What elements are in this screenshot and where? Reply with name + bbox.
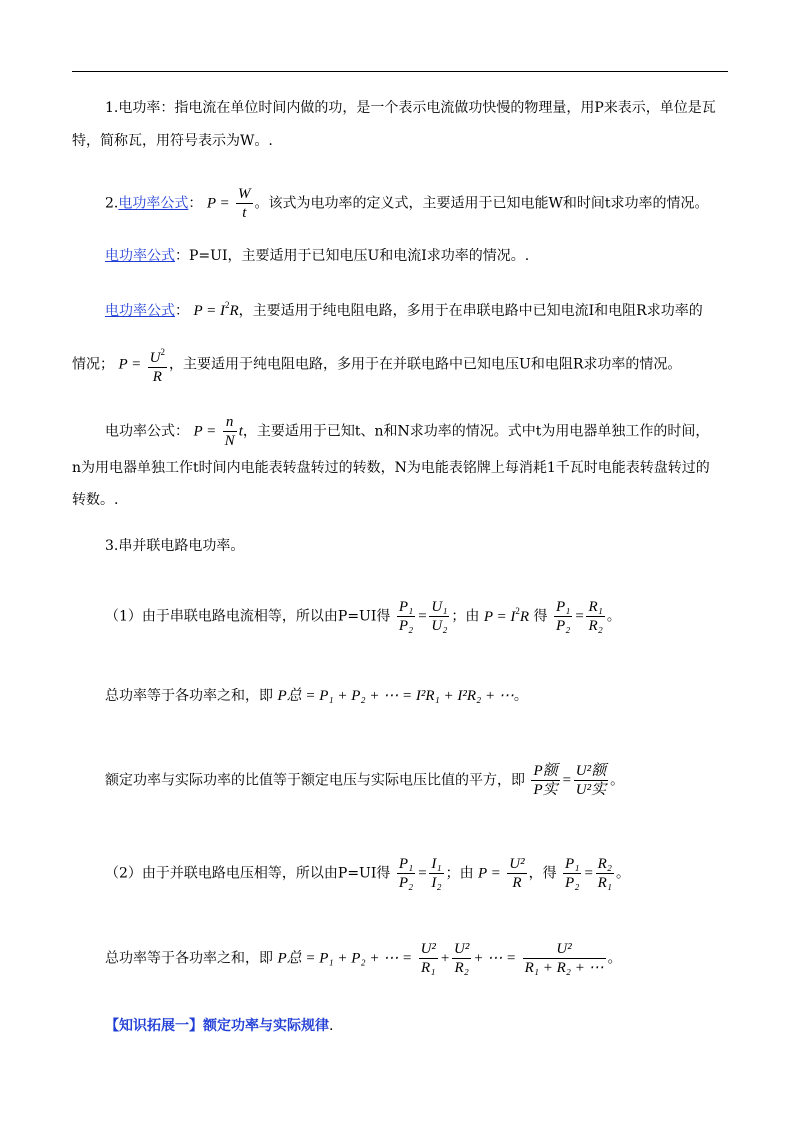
paragraph-text: 总功率等于各功率之和，即 <box>105 688 273 704</box>
period: 。 <box>610 772 625 789</box>
fraction <box>586 598 604 635</box>
numerator: P额 <box>533 763 558 779</box>
paragraph-text: 情况； <box>72 356 114 373</box>
paragraph-6 <box>105 536 244 556</box>
paragraph-text: ；由 <box>451 608 480 625</box>
numerator: U² <box>454 941 470 957</box>
paragraph-5-line-2 <box>72 458 710 478</box>
numerator: P₁ <box>398 599 414 615</box>
period: 。 <box>606 608 621 625</box>
numerator: W <box>238 186 251 202</box>
formula <box>483 605 530 625</box>
exponent: 2 <box>224 300 230 310</box>
period: . <box>329 1018 334 1034</box>
numerator: U² <box>509 856 525 872</box>
formula-lhs: P = <box>193 423 217 440</box>
numerator: U₁ <box>431 599 448 615</box>
paragraph-text: 转数。. <box>72 492 119 508</box>
fraction <box>148 343 167 386</box>
formula-base: P = I <box>193 303 225 319</box>
fraction <box>531 762 559 799</box>
section-heading: 3.串并联电路电功率。 <box>105 538 245 554</box>
exponent: 2 <box>160 347 166 357</box>
paragraph-text: ；由 <box>445 865 474 882</box>
paragraph-1-line-2 <box>72 131 273 151</box>
fraction <box>507 855 526 892</box>
paragraph-text: 特，简称瓦，用符号表示为W。. <box>72 133 273 149</box>
formula-lhs: P = <box>478 865 501 882</box>
numerator: U²额 <box>575 763 607 779</box>
paragraph-8 <box>105 686 528 706</box>
denominator: R₂ <box>588 618 603 634</box>
paragraph-10: （2）由于并联电路电压相等，所以由P=UI得 $\frac{\text{P₁}}{\text{P₂}}$ = $\frac{\text{I₁}}{\text{I₂}}$ ；由 P = $\frac{\text{U²}}{R}$ ，得 $\frac{\text{P₁}}{\text{P₂}}$ = $\frac{\text{R₂}}{\text{R₁}}$ 。 <box>105 856 630 891</box>
item-number: 2. <box>105 195 119 212</box>
formula-base: P = I <box>483 608 516 625</box>
paragraph-text: 额定功率与实际功率的比值等于额定电压与实际电压比值的平方，即 <box>105 772 525 789</box>
paragraph-7: （1）由于串联电路电流相等，所以由P=UI得 $\frac{\text{P₁}}{\text{P₂}}$ = $\frac{\text{U₁}}{\text{U₂}}$ ；由 $P = I^2R$ 得 $\frac{\text{P₁}}{\text{P₂}}$ = $\frac{\text{R₁}}{\text{R₂}}$ 。 <box>105 599 621 634</box>
numerator: P₁ <box>398 856 414 872</box>
exponent: 2 <box>515 605 520 616</box>
denominator: I₂ <box>431 875 442 891</box>
plus-sign: + <box>439 950 451 967</box>
fraction <box>397 598 415 635</box>
paragraph-text: ，得 <box>528 865 557 882</box>
formula-link[interactable]: 电功率公式 <box>105 303 175 319</box>
period: 。 <box>615 865 630 882</box>
paragraph-11 <box>105 940 622 977</box>
formula-link[interactable]: 电功率公式 <box>118 195 189 212</box>
paragraph-3 <box>105 246 529 266</box>
header-rule <box>72 71 728 72</box>
fraction <box>429 855 443 892</box>
numerator-base: U <box>149 350 161 366</box>
paragraph-9: 额定功率与实际功率的比值等于额定电压与实际电压比值的平方，即 $\frac{\text{P额}}{\text{P实}}$ = $\frac{\text{U²额}}{\text{U²实}}$ 。 <box>105 763 625 798</box>
formula: + ⋯ = <box>473 950 517 967</box>
knowledge-extension-heading <box>105 1016 333 1036</box>
fraction <box>236 185 253 222</box>
paragraph-text: n为用电器单独工作t时间内电能表转盘转过的转数，N为电能表铭牌上每消耗1千瓦时电能表转盘转过的 <box>72 460 710 476</box>
numerator: n <box>223 413 237 432</box>
formula-tail: R <box>519 608 530 625</box>
fraction <box>563 855 581 892</box>
denominator: R₁ <box>597 875 612 891</box>
denominator: R₁ + R₂ + ⋯ <box>524 960 604 976</box>
formula-tail: t <box>238 423 243 440</box>
paragraph-label: 电功率公式： <box>105 423 189 440</box>
denominator: t <box>242 205 247 221</box>
numerator: U² <box>523 940 606 959</box>
paragraph-text: （2）由于并联电路电压相等，所以由P=UI得 <box>105 865 391 882</box>
denominator: R <box>512 875 522 891</box>
paragraph-text: ，主要适用于纯电阻电路，多用于在并联电路中已知电压U和电阻R求功率的情况。 <box>169 356 682 373</box>
numerator: I₁ <box>431 856 442 872</box>
fraction <box>452 940 471 977</box>
period: 。 <box>513 688 528 704</box>
formula-lhs: P = <box>206 195 230 212</box>
fraction <box>429 598 449 635</box>
formula-link[interactable]: 电功率公式 <box>105 248 175 264</box>
colon: ： <box>175 303 189 319</box>
numerator <box>148 343 167 368</box>
formula: P总 = P₁ + P₂ + ⋯ = <box>277 950 413 967</box>
colon: ： <box>188 195 203 212</box>
denominator: P实 <box>533 782 558 798</box>
paragraph-text: ：P=UI，主要适用于已知电压U和电流I求功率的情况。. <box>175 248 530 264</box>
numerator: P₁ <box>555 599 571 615</box>
denominator: P₂ <box>565 875 580 891</box>
heading-text: 【知识拓展一】额定功率与实际规律 <box>105 1018 329 1034</box>
paragraph-4-line-1 <box>105 295 703 321</box>
formula <box>193 300 239 319</box>
numerator: U² <box>420 941 436 957</box>
period: 。 <box>607 950 622 967</box>
paragraph-text: ，主要适用于已知t、n和N求功率的情况。式中t为用电器单独工作的时间， <box>242 423 710 440</box>
fraction <box>223 413 237 450</box>
fraction <box>596 855 614 892</box>
denominator: R <box>152 369 162 385</box>
paragraph-text: 。该式为电功率的定义式，主要适用于已知电能W和时间t求功率的情况。 <box>254 195 709 212</box>
fraction <box>523 940 606 977</box>
fraction <box>397 855 415 892</box>
formula: P总 = P₁ + P₂ + ⋯ = I²R₁ + I²R₂ + ⋯ <box>277 688 514 704</box>
numerator: R₁ <box>588 599 603 615</box>
denominator: N <box>224 433 235 449</box>
formula-lhs: P = <box>118 356 142 373</box>
fraction <box>419 940 438 977</box>
paragraph-1-line-1 <box>105 98 716 118</box>
paragraph-text: 总功率等于各功率之和，即 <box>105 950 273 967</box>
denominator: U²实 <box>575 782 607 798</box>
denominator: R₂ <box>454 960 469 976</box>
paragraph-text: 得 <box>533 608 548 625</box>
denominator: P₂ <box>555 618 571 634</box>
numerator: P₁ <box>565 856 580 872</box>
paragraph-5-line-3 <box>72 490 118 510</box>
paragraph-4-line-2 <box>72 343 681 386</box>
paragraph-2 <box>105 185 709 222</box>
paragraph-text: （1）由于串联电路电流相等，所以由P=UI得 <box>105 608 391 625</box>
paragraph-text: ，主要适用于纯电阻电路，多用于在串联电路中已知电流I和电阻R求功率的 <box>238 303 703 319</box>
numerator: R₂ <box>597 856 612 872</box>
denominator: R₁ <box>421 960 436 976</box>
fraction <box>554 598 572 635</box>
denominator: P₂ <box>398 618 414 634</box>
denominator: U₂ <box>431 618 448 634</box>
denominator: P₂ <box>398 875 414 891</box>
paragraph-text: 1.电功率：指电流在单位时间内做的功，是一个表示电流做功快慢的物理量，用P来表示，单位是瓦 <box>105 100 716 116</box>
paragraph-5-line-1 <box>105 413 709 450</box>
formula-tail: R <box>229 303 239 319</box>
fraction <box>574 762 608 799</box>
